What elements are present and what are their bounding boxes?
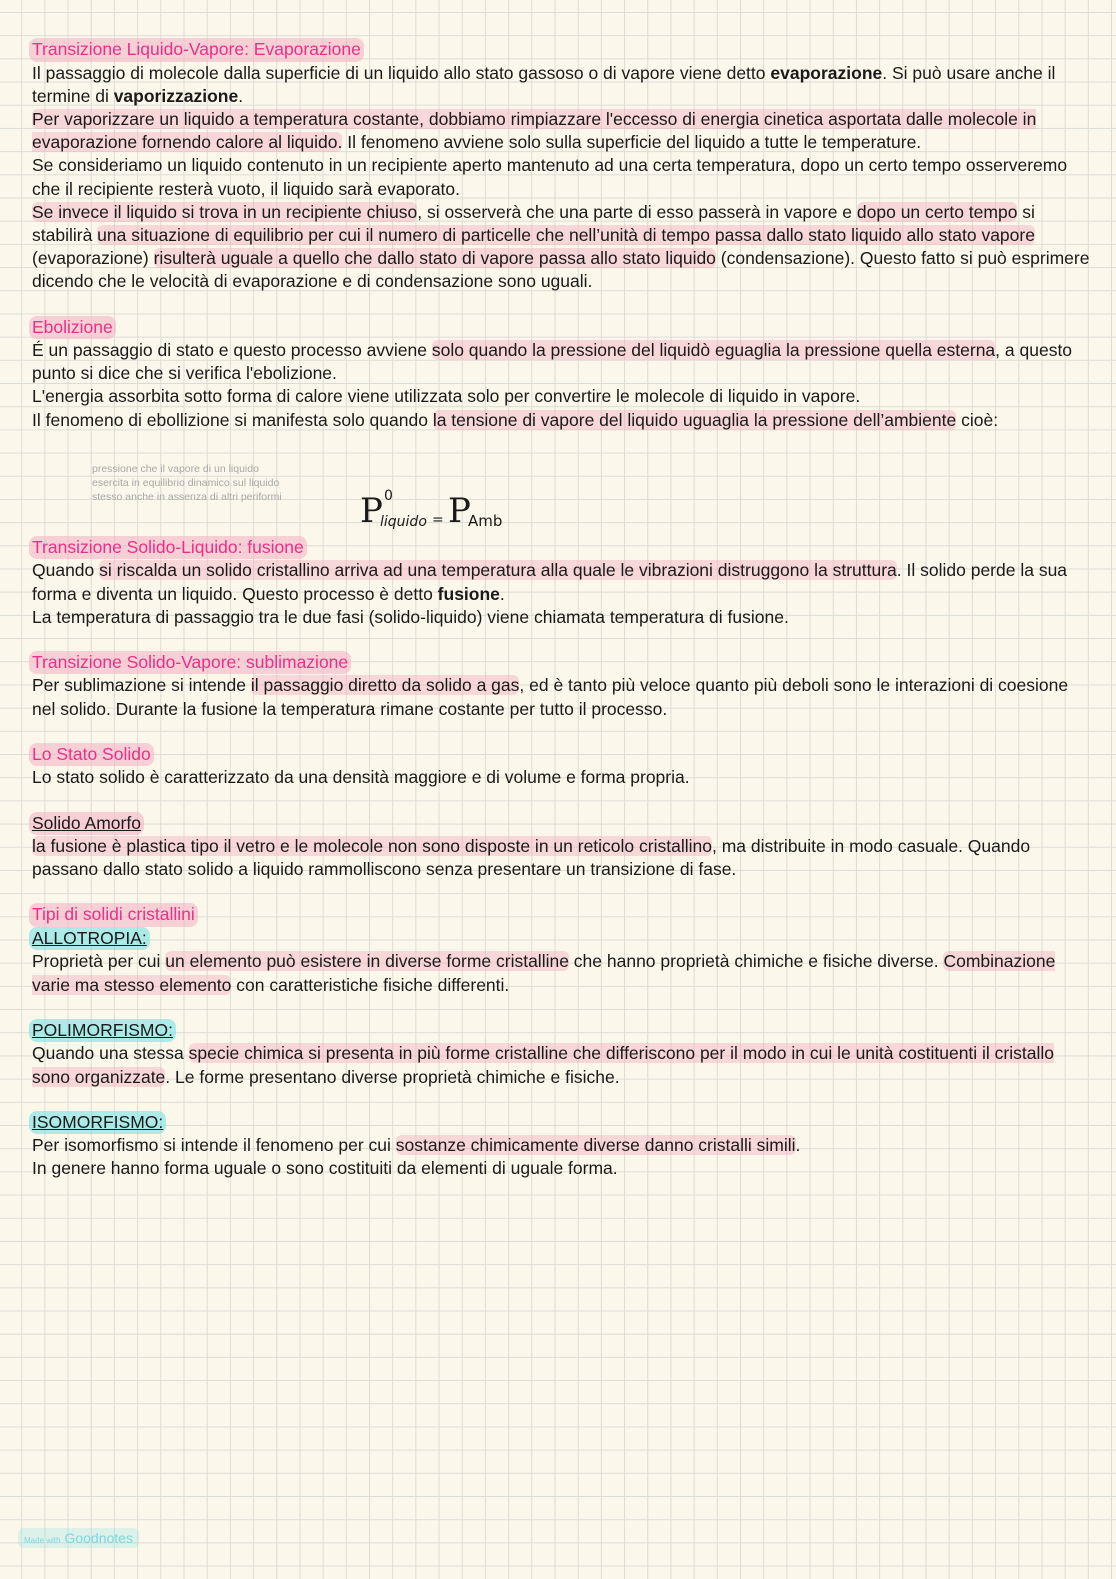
paragraph: Per sublimazione si intende il passaggio diretto da solido a gas, ed è tanto più veloce quanto più deboli sono le interazioni di coesione nel solido. Durante la fusione la temperatura rimane costante per tutto il processo. [32,675,1069,719]
paragraph: la fusione è plastica tipo il vetro e le molecole non sono disposte in un reticolo cristallino, ma distribuite in modo casuale. Quando passano dallo stato solido a liquido rammolliscono senza presentare un transizione di fase. [32,836,1031,880]
section-ebolizione [32,316,1092,532]
section-stato-solido [32,743,1092,790]
svg-text:=: = [432,511,444,528]
paragraph: Quando si riscalda un solido cristallino arriva ad una temperatura alla quale le vibrazioni distruggono la struttura. Il solido perde la sua forma e diventa un liquido. Questo processo è detto fusione. [32,560,1068,604]
section-solido-amorfo [32,812,1092,882]
section-title: Tipi di solidi cristallini [29,903,198,927]
paragraph: Quando una stessa specie chimica si presenta in più forme cristalline che differiscono per il modo in cui le unità costituenti il cristallo sono organizzate. Le forme presentano diverse proprietà chimiche e fisiche. [32,1043,1054,1087]
paragraph: Proprietà per cui un elemento può esistere in diverse forme cristalline che hanno proprietà chimiche e fisiche diverse. Combinazione varie ma stesso elemento con caratteristiche fisiche differenti. [32,951,1056,995]
section-title: POLIMORFISMO: [29,1019,176,1043]
paragraph: Per isomorfismo si intende il fenomeno per cui sostanze chimicamente diverse danno cristalli simili. [32,1135,801,1156]
paragraph: É un passaggio di stato e questo processo avviene solo quando la pressione del liquidò eguaglia la pressione quella esterna, a questo punto si dice che si verifica l'ebolizione. [32,340,1073,384]
svg-text:liquido: liquido [380,513,427,530]
notes-page [32,38,1092,1203]
svg-text:Amb: Amb [468,511,503,530]
section-title: Transizione Liquido-Vapore: Evaporazione [29,38,364,62]
goodnotes-watermark: Made with Goodnotes [18,1528,139,1548]
svg-text:P: P [360,490,383,531]
paragraph: La temperatura di passaggio tra le due fasi (solido-liquido) viene chiamata temperatura di fusione. [32,606,789,627]
paragraph: L'energia assorbita sotto forma di calore viene utilizzata solo per convertire le molecole di liquido in vapore. [32,386,861,407]
paragraph: Il passaggio di molecole dalla superficie di un liquido allo stato gassoso o di vapore viene detto evaporazione. Si può usare anche il termine di vaporizzazione. [32,62,1056,106]
section-title: Ebolizione [29,316,116,340]
section-title: Transizione Solido-Liquido: fusione [29,536,307,560]
paragraph: Per vaporizzare un liquido a temperatura costante, dobbiamo rimpiazzare l'eccesso di energia cinetica asportata dalle molecole in evaporazione fornendo calore al liquido. Il fenomeno avviene solo sulla superficie del liquido a tutte le temperature. [32,108,1037,153]
vapor-pressure-formula [360,482,560,542]
section-isomorfismo [32,1111,1092,1181]
section-title: Transizione Solido-Vapore: sublimazione [29,651,351,675]
svg-text:P: P [448,490,471,531]
paragraph: Se consideriamo un liquido contenuto in un recipiente aperto mantenuto ad una certa temperatura, dopo un certo tempo osserveremo che il recipiente resterà vuoto, il liquido sarà evaporato. [32,155,1068,199]
section-subtitle: ALLOTROPIA: [29,927,150,951]
paragraph: In genere hanno forma uguale o sono costituiti da elementi di uguale forma. [32,1158,618,1179]
section-evaporazione [32,38,1092,294]
section-title: ISOMORFISMO: [29,1111,166,1135]
paragraph: Il fenomeno di ebollizione si manifesta solo quando la tensione di vapore del liquido uguaglia la pressione dell’ambiente cioè: [32,409,999,430]
section-title: Lo Stato Solido [29,743,154,767]
section-tipi-solidi [32,903,1092,996]
section-title: Solido Amorfo [29,812,144,836]
section-polimorfismo [32,1019,1092,1089]
svg-text:0: 0 [384,487,393,504]
margin-note: pressione che il vapore di un liquido esercita in equilibrio dinamico sul liquido stesso anche in assenza di altri periformi [92,462,282,503]
section-fusione [32,536,1092,629]
section-sublimazione [32,651,1092,721]
formula-row [32,432,1092,532]
paragraph: Lo stato solido è caratterizzato da una densità maggiore e di volume e forma propria. [32,767,690,788]
paragraph: Se invece il liquido si trova in un recipiente chiuso, si osserverà che una parte di esso passerà in vapore e dopo un certo tempo si stabilirà una situazione di equilibrio per cui il numero di particelle che nell’unità di tempo passa dallo stato liquido allo stato vapore (evaporazione) risulterà uguale a quello che dallo stato di vapore passa allo stato liquido (condensazione). Questo fatto si può esprimere dicendo che le velocità di evaporazione e di condensazione sono uguali. [32,201,1090,292]
